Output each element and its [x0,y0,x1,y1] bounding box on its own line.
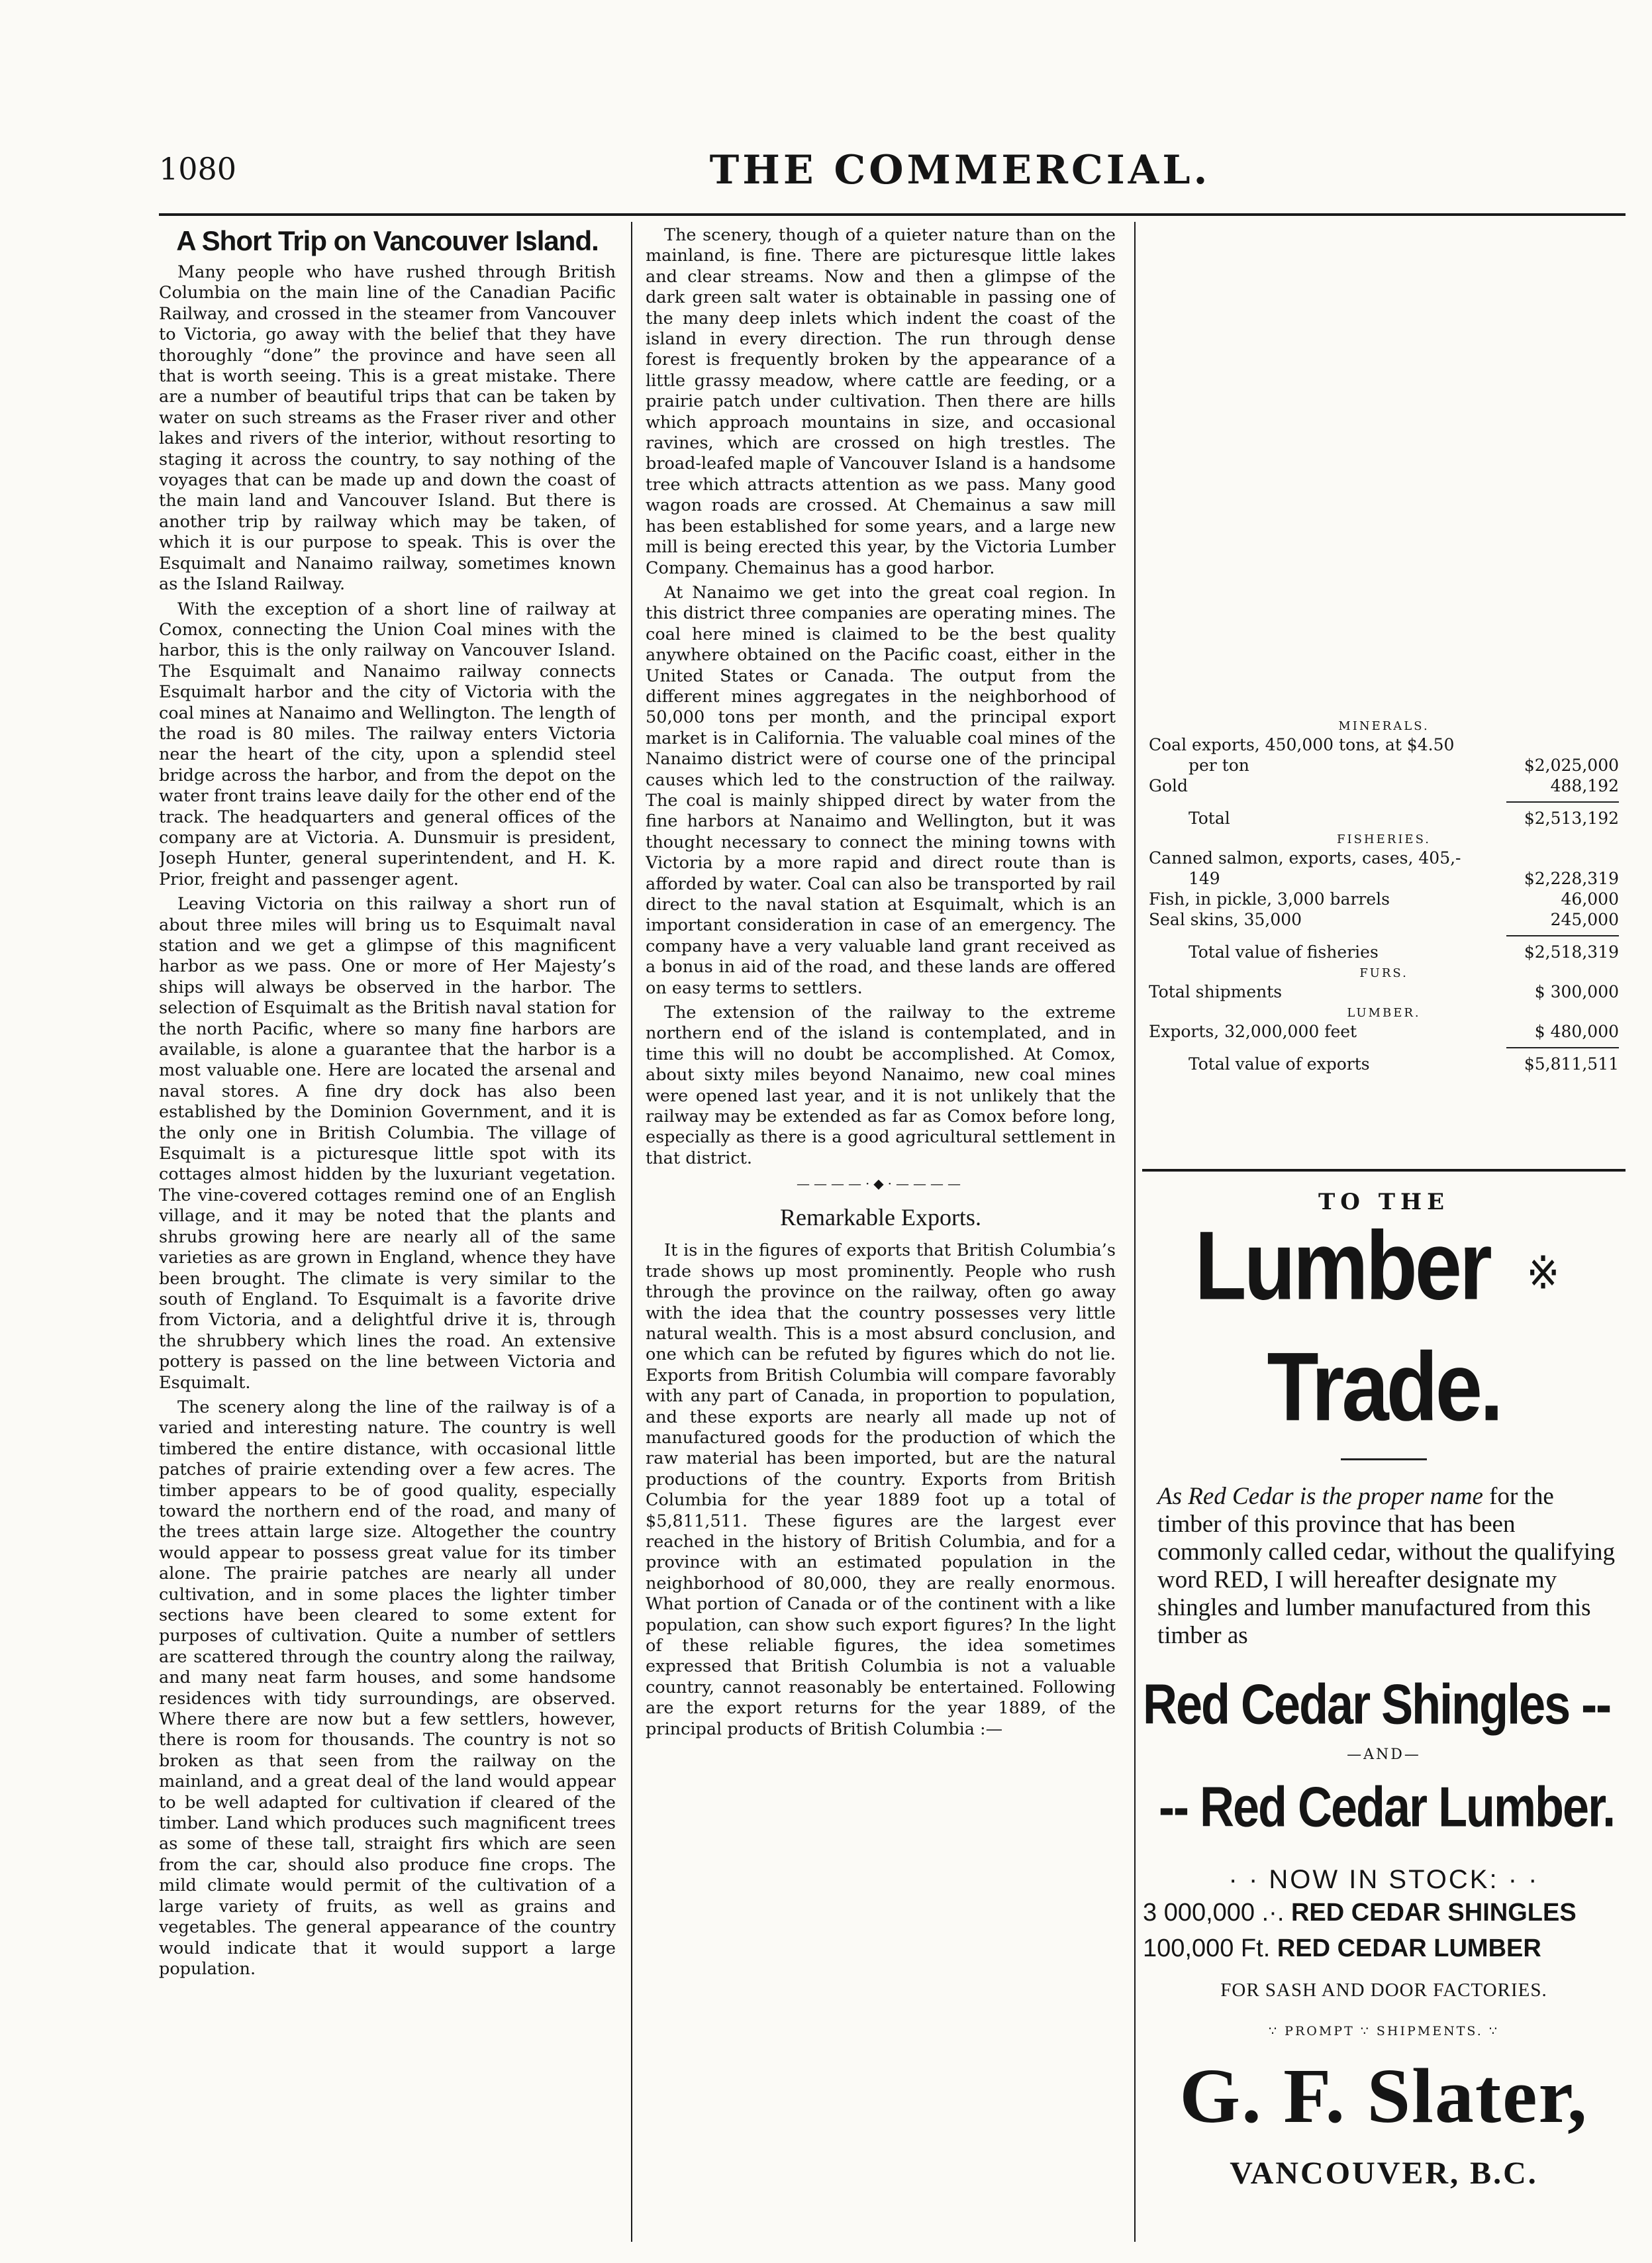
row-label: Exports, 32,000,000 feet [1149,1022,1357,1041]
ad-headline-right: Trade. [1267,1333,1501,1442]
row-label: Canned salmon, exports, cases, 405,- [1149,848,1461,868]
page-number: 1080 [159,151,237,187]
minerals-heading: MINERALS. [1338,719,1430,733]
ad-to-the: TO THE [1318,1189,1450,1215]
furs-heading: FURS. [1359,966,1408,980]
ad-stock-quantity: 100,000 Ft. [1143,1935,1271,1963]
ad-headline-separator: ※ [1526,1247,1557,1299]
row-label: Seal skins, 35,000 [1149,910,1302,929]
masthead: THE COMMERCIAL. [709,147,1211,193]
section-ornament: ————·◆·———— [796,1176,965,1192]
column-2 [646,225,1116,2245]
table-row [1149,868,1619,889]
row-value: 46,000 [1561,889,1619,909]
lumber-heading: LUMBER. [1347,1006,1421,1020]
ad-prompt-shipments: ∵ PROMPT ∵ SHIPMENTS. ∵ [1269,2024,1499,2039]
row-label: Total [1189,809,1230,828]
advertisement [1139,1189,1629,2191]
table-row [1149,1021,1619,1042]
row-value: $5,811,511 [1524,1054,1619,1074]
row-label: 149 [1189,869,1220,888]
row-value: $2,513,192 [1524,809,1619,828]
ad-top-rule [1142,1169,1626,1172]
ad-intro-text: for the timber of this province that has been commonly called cedar, without the qualifying word RED, I will hereafter designate my shingles and lumber manufactured from this timber as [1157,1483,1616,1650]
ad-headline-left: Lumber [1194,1211,1490,1321]
article-paragraph: At Nanaimo we get into the great coal region. In this district three companies are operating mines. The coal here mined is claimed to be the best quality anywhere obtained on the Pacific coast, either in the United States or Canada. The output from the different mines aggregates in the neighborhood of 50,000 tons per month, and the principal export market is in California. The valuable coal mines of the Nanaimo district were of course one of the principal causes which led to the construction of the railway. The coal is mainly shipped direct by water from the fine harbors at Nanaimo and Wellington, but it was thought necessary to connect the mining towns with Victoria by a more rapid and direct route than is afforded by water. Coal can also be transported by rail direct to the naval station at Esquimalt, which is an important consideration in case of an emergency. The company have a very valuable land grant received as a bonus in aid of the road, and these lands are offered on easy terms to settlers. [646,582,1116,998]
row-label: Fish, in pickle, 3,000 barrels [1149,889,1390,909]
table-row [1149,776,1619,796]
row-label: Gold [1149,776,1189,795]
ad-intro [1139,1483,1629,1650]
row-value: $2,518,319 [1524,942,1619,962]
ad-and: —AND— [1347,1746,1421,1764]
article-paragraph: The extension of the railway to the extreme northern end of the island is contemplated, and in time this will no doubt be accomplished. At Comox, about sixty miles beyond Nanaimo, new coal mines were opened last year, and it is not unlikely that the railway may be extended as far as Comox before long, especially as there is a good agricultural settlement in that district. [646,1003,1116,1168]
fisheries-heading: FISHERIES. [1337,832,1431,846]
row-value: $2,228,319 [1524,869,1619,888]
row-label: Total value of exports [1189,1054,1370,1074]
row-value: $2,025,000 [1524,756,1619,775]
row-value: $ 480,000 [1534,1022,1619,1041]
ad-product-shingles: Red Cedar Shingles -- [1143,1673,1611,1736]
ad-stock-heading: · · NOW IN STOCK: · · [1228,1865,1539,1895]
header-rule [159,213,1626,216]
ad-headline [1139,1209,1629,1445]
row-value: $ 300,000 [1534,982,1619,1001]
table-row [1149,755,1619,776]
article-title: Remarkable Exports. [780,1204,981,1231]
row-value: 488,192 [1550,776,1619,795]
table-row-total [1149,942,1619,962]
sum-rule [1506,1047,1619,1048]
row-label: Total shipments [1149,982,1283,1001]
article-paragraph: With the exception of a short line of railway at Comox, connecting the Union Coal mines with the harbor, this is the only railway on Vancouver Island. The Esquimalt and Nanaimo railway connects Esquimalt harbor and the city of Victoria with the coal mines at Nanaimo and Wellington. The length of the road is 80 miles. The railway enters Victoria near the heart of the city, upon a splendid steel bridge across the harbor, and from the depot on the water front trains leave daily for the other end of the track. The headquarters and general offices of the company are at Victoria. A. Dunsmuir is president, Joseph Hunter, general superintendent, and H. K. Prior, freight and passenger agent. [159,599,616,889]
row-value: 245,000 [1550,910,1619,929]
sum-rule [1506,801,1619,803]
article-title: A Short Trip on Vancouver Island. [176,225,599,256]
ad-stock-row [1139,1931,1629,1966]
ad-dealer-name: G. F. Slater, [1179,2052,1588,2140]
ad-factories: FOR SASH AND DOOR FACTORIES. [1220,1980,1547,2001]
ad-divider [1341,1458,1427,1460]
table-row [1149,981,1619,1002]
table-row [1149,848,1619,868]
table-row [1149,909,1619,930]
column-1 [159,225,616,2245]
column-divider-right [1134,222,1136,2242]
row-label: per ton [1189,756,1249,775]
row-label: Total value of fisheries [1189,942,1379,962]
row-label: Coal exports, 450,000 tons, at $4.50 [1149,735,1455,754]
ad-stock-quantity: 3 000,000 .·. [1143,1899,1285,1927]
table-row-total [1149,808,1619,829]
article-paragraph: The scenery along the line of the railway is of a varied and interesting nature. The country is well timbered the entire distance, with occasional little patches of prairie extending over a few acres. The timber appears to be of good quality, especially toward the northern end of the road, and many of the trees attain large size. Altogether the country would appear to possess great value for its timber alone. The prairie patches are nearly all under cultivation, and in some places the lighter timber sections have been cleared to some extent for purposes of cultivation. Quite a number of settlers are scattered through the country along the railway, and many neat farm houses, and some handsome residences with tidy surroundings, are observed. Where there are now but a few settlers, however, there is room for thousands. The country is not so broken as that seen from the railway on the mainland, and a great deal of the land would appear to be well adapted for cultivation if cleared of the timber. Land which produces such magnificent trees as some of these tall, straight firs which are seen from the car, should also produce fine crops. The mild climate would permit of the cultivation of a large variety of fruits, as well as grains and vegetables. The general appearance of the country would indicate that it would support a large population. [159,1397,616,1979]
ad-product-lumber: -- Red Cedar Lumber. [1159,1776,1615,1839]
article-paragraph: Many people who have rushed through British Columbia on the main line of the Canadian Pacific Railway, and crossed in the steamer from Vancouver to Victoria, go away with the belief that they have thoroughly “done” the province and have seen all that is worth seeing. This is a great mistake. There are a number of beautiful trips that can be taken by water on such streams as the Fraser river and other lakes and rivers of the interior, without resorting to staging it across the country, to say nothing of the voyages that can be made up and down the coast of the main land and Vancouver Island. But there is another trip by railway which may be taken, of which it is our purpose to speak. This is over the Esquimalt and Nanaimo railway, sometimes known as the Island Railway. [159,262,616,595]
article-paragraph: The scenery, though of a quieter nature than on the mainland, is fine. There are picturesque little lakes and clear streams. Now and then a glimpse of the dark green salt water is obtainable in passing one of the many deep inlets which indent the coast of the island in every direction. The run through dense forest is frequently broken by the appearance of a little grassy meadow, where cattle are feeding, or a prairie patch under cultivation. Then there are hills which approach mountains in size, and occasional ravines, which are crossed on high trestles. The broad-leafed maple of Vancouver Island is a handsome tree which attracts attention as we pass. Many good wagon roads are crossed. At Chemainus a saw mill has been established for some years, and a large new mill is being erected this year, by the Victoria Lumber Company. Chemainus has a good harbor. [646,225,1116,578]
article-paragraph: It is in the figures of exports that British Columbia’s trade shows up most prominently. People who rush through the province on the railway, often go away with the idea that the country possesses very little natural wealth. This is a most absurd conclusion, and one which can be refuted by figures which do not lie. Exports from British Columbia will compare favorably with any part of Canada, in proportion to population, and these exports are nearly all made up not of manufactured goods for the production of which the raw material has been imported, but are the natural productions of the country. Exports from British Columbia for the year 1889 foot up a total of $5,811,511. These figures are the largest ever reached in the history of British Columbia, and for a province with an estimated population in the neighborhood of 80,000, they are really enormous. What portion of Canada or of the continent with a like population, can show such export figures? In the light of these reliable figures, the idea sometimes expressed that British Columbia is not a valuable country, cannot reasonably be entertained. Following are the export returns for the year 1889, of the principal products of British Columbia :— [646,1240,1116,1739]
ad-stock-item: RED CEDAR SHINGLES [1290,1899,1577,1927]
table-row-total [1149,1054,1619,1074]
ad-stock-row [1139,1895,1629,1931]
column-divider-left [631,222,632,2242]
column-3 [1149,715,1619,1166]
ad-stock-item: RED CEDAR LUMBER [1277,1935,1541,1963]
table-row [1149,734,1619,755]
table-row [1149,889,1619,909]
ad-city: VANCOUVER, B.C. [1230,2156,1538,2191]
sum-rule [1506,935,1619,936]
article-paragraph: Leaving Victoria on this railway a short run of about three miles will bring us to Esquimalt naval station and we get a glimpse of this magnificent harbor as we pass. One or more of Her Majesty’s ships will always be observed in the harbor. The selection of Esquimalt as the British naval station for the north Pacific, where so many fine harbors are available, is alone a guarantee that the harbor is a most valuable one. Here are located the arsenal and naval stores. A fine dry dock has also been established by the Dominion Government, and it is the only one in British Columbia. The village of Esquimalt is a picturesque little spot with its cottages almost hidden by the luxuriant vegetation. The vine-covered cottages remind one of an English village, and it may be noted that the plants and shrubs growing here are nearly all of the same varieties as are grown in England, whence they have been brought. The climate is very similar to the south of England. To Esquimalt is a favorite drive from Victoria, and a delightful drive it is, through the shrubbery which lines the road. An extensive pottery is passed on the line between Victoria and Esquimalt. [159,894,616,1393]
ad-intro-italic: As Red Cedar is the proper name [1157,1483,1483,1511]
